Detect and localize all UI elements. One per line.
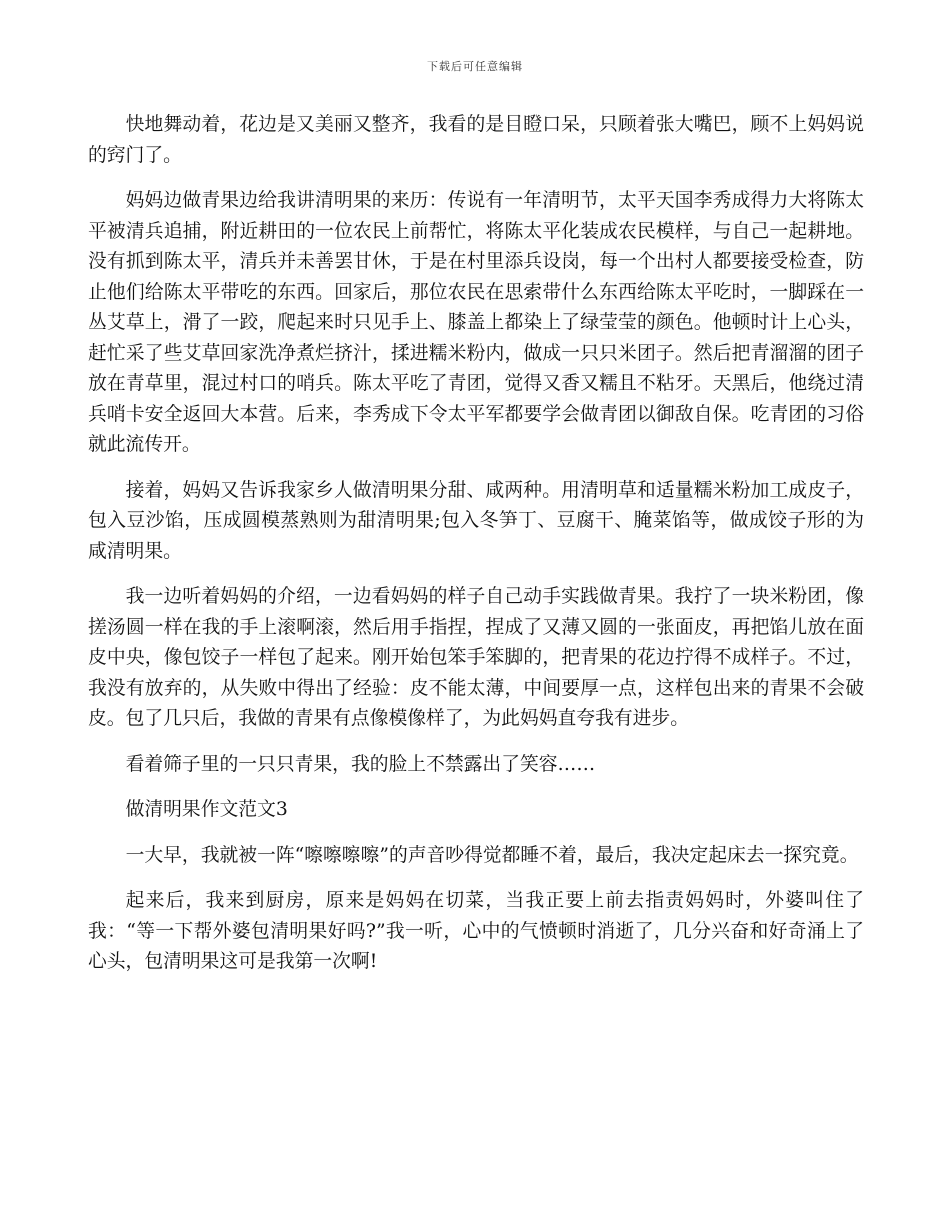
paragraph: 妈妈边做青果边给我讲清明果的来历：传说有一年清明节，太平天国李秀成得力大将陈太平被清兵追捕，附近耕田的一位农民上前帮忙，将陈太平化装成农民模样，与自己一起耕地。没有抓到陈太平，清兵并未善罢甘休，于是在村里添兵设岗，每一个出村人都要接受检查，防止他们给陈太平带吃的东西。回家后，那位农民在思索带什么东西给陈太平吃时，一脚踩在一丛艾草上，滑了一跤，爬起来时只见手上、膝盖上都染上了绿莹莹的颜色。他顿时计上心头，赶忙采了些艾草回家洗净煮烂挤汁，揉进糯米粉内，做成一只只米团子。然后把青溜溜的团子放在青草里，混过村口的哨兵。陈太平吃了青团，觉得又香又糯且不粘牙。天黑后，他绕过清兵哨卡安全返回大本营。后来，李秀成下令太平军都要学会做青团以御敌自保。吃青团的习俗就此流传开。 — [88, 190, 864, 455]
page-header: 下载后可任意编辑 — [427, 60, 523, 73]
paragraph: 一大早，我就被一阵“嚓嚓嚓嚓”的声音吵得觉都睡不着，最后，我决定起床去一探究竟。 — [125, 844, 859, 866]
paragraph: 看着筛子里的一只只青果，我的脸上不禁露出了笑容…… — [125, 753, 596, 775]
section-title: 做清明果作文范文3 — [125, 799, 288, 820]
paragraph: 快地舞动着，花边是又美丽又整齐，我看的是目瞪口呆，只顾着张大嘴巴，顾不上妈妈说的窍门了。 — [88, 114, 864, 166]
document-body — [88, 110, 864, 993]
paragraph: 接着，妈妈又告诉我家乡人做清明果分甜、咸两种。用清明草和适量糯米粉加工成皮子，包入豆沙馅，压成圆模蒸熟则为甜清明果;包入冬笋丁、豆腐干、腌菜馅等，做成饺子形的为咸清明果。 — [88, 479, 864, 562]
paragraph: 起来后，我来到厨房，原来是妈妈在切菜，当我正要上前去指责妈妈时，外婆叫住了我：“等一下帮外婆包清明果好吗?”我一听，心中的气愤顿时消逝了，几分兴奋和好奇涌上了心头，包清明果这可是我第一次啊! — [88, 890, 864, 972]
paragraph: 我一边听着妈妈的介绍，一边看妈妈的样子自己动手实践做青果。我拧了一块米粉团，像搓汤圆一样在我的手上滚啊滚，然后用手指捏，捏成了又薄又圆的一张面皮，再把馅儿放在面皮中央，像包饺子一样包了起来。刚开始包笨手笨脚的，把青果的花边拧得不成样子。不过，我没有放弃的，从失败中得出了经验：皮不能太薄，中间要厚一点，这样包出来的青果不会破皮。包了几只后，我做的青果有点像模像样了，为此妈妈直夸我有进步。 — [88, 586, 864, 729]
